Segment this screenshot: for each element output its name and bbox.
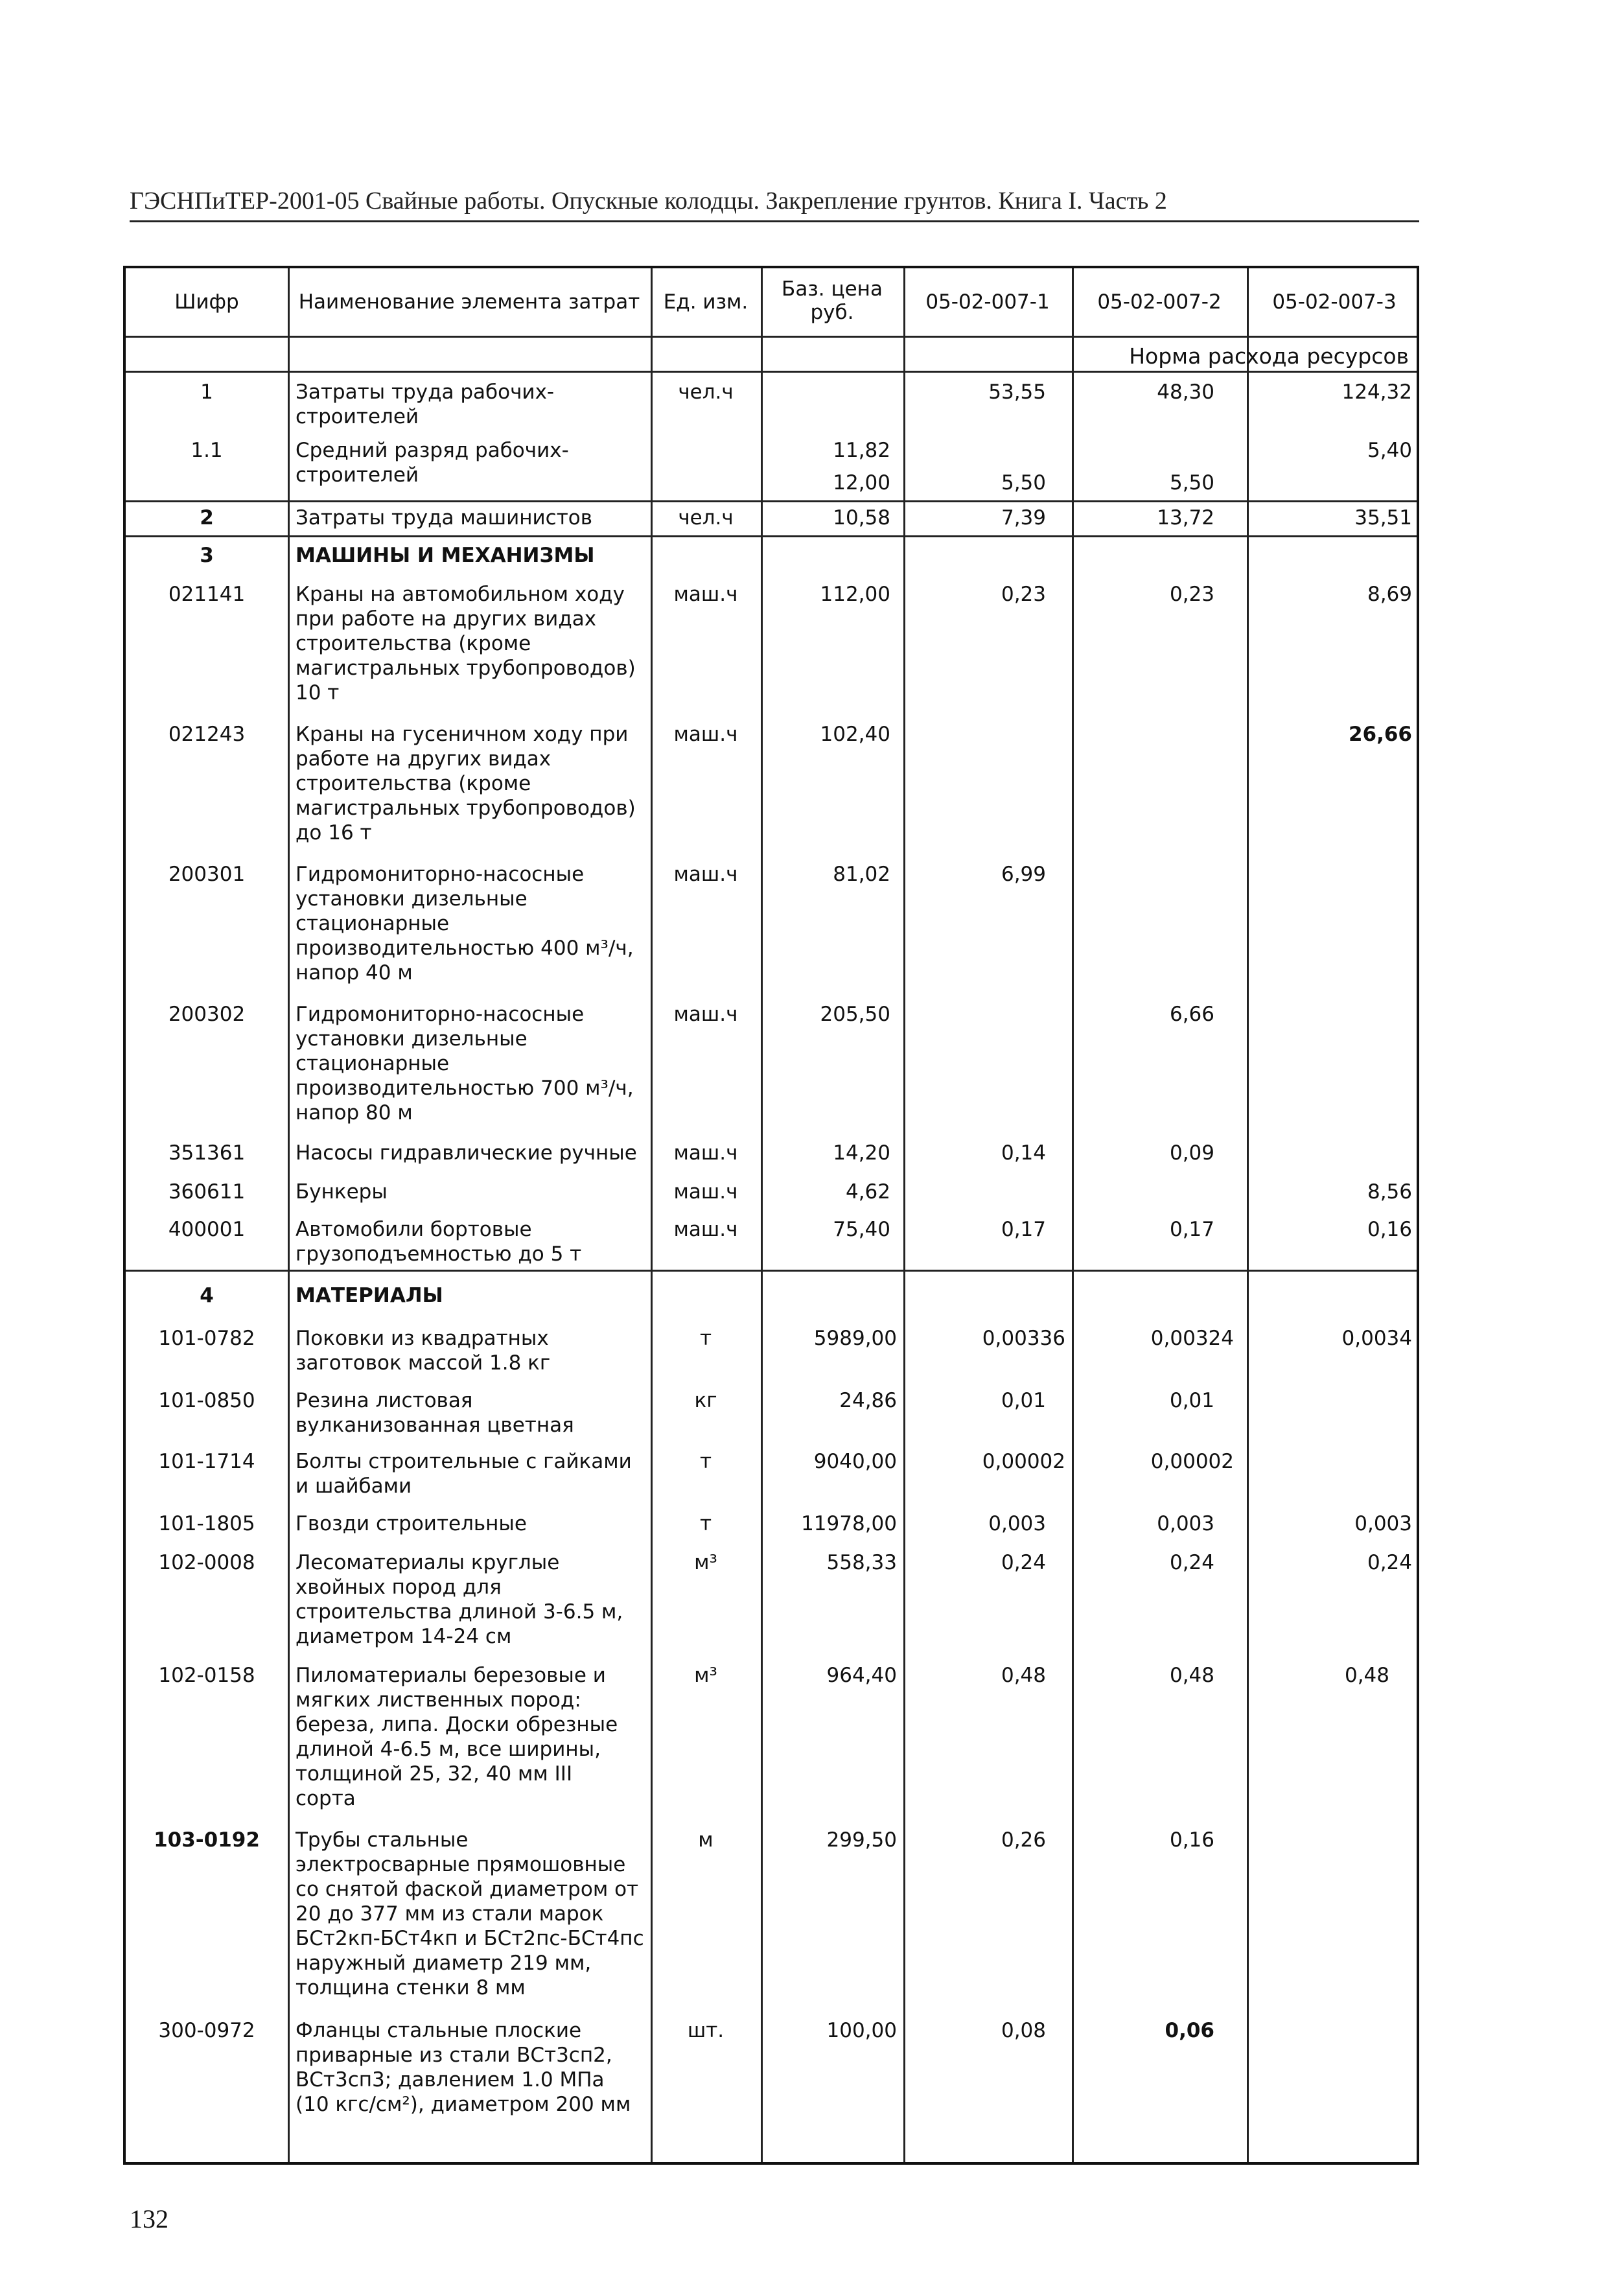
row-unit: маш.ч <box>673 1141 738 1165</box>
row-unit: шт. <box>687 2019 725 2042</box>
row-price: 81,02 <box>833 863 890 886</box>
row-name: Поковки из квадратных заготовок массой 1.8 кг <box>296 1327 551 1375</box>
row-divider <box>126 371 1417 373</box>
column-divider <box>651 268 653 2162</box>
row-code: 200301 <box>168 863 246 886</box>
row-price: 102,40 <box>820 723 890 746</box>
row-price: 14,20 <box>833 1141 890 1165</box>
row-value-3: 0,24 <box>1367 1551 1412 1574</box>
row-value-2: 0,09 <box>1169 1141 1214 1165</box>
row-value-2: 0,23 <box>1169 583 1214 606</box>
row-code: 101-1805 <box>158 1512 255 1535</box>
row-unit: маш.ч <box>673 583 738 606</box>
running-head: ГЭСНПиТЕР-2001-05 Свайные работы. Опускные колодцы. Закрепление грунтов. Книга I. Часть 2 <box>130 187 1419 222</box>
row-unit: чел.ч <box>678 506 734 530</box>
row-price: 9040,00 <box>813 1450 897 1473</box>
row-value-1: 5,50 <box>1001 471 1046 495</box>
header-col2: 05-02-007-2 <box>1097 290 1222 314</box>
row-unit: маш.ч <box>673 863 738 886</box>
column-divider <box>1072 268 1074 2162</box>
row-code: 101-0850 <box>158 1389 255 1412</box>
row-code: 103-0192 <box>154 1828 260 1852</box>
row-value-1: 0,48 <box>1001 1664 1046 1687</box>
row-price: 75,40 <box>833 1218 890 1241</box>
row-price: 24,86 <box>839 1389 897 1412</box>
row-divider <box>126 336 1417 338</box>
row-unit: м³ <box>694 1664 717 1687</box>
row-code: 200302 <box>168 1003 246 1026</box>
row-name: Гвозди строительные <box>296 1512 527 1535</box>
row-value-1: 7,39 <box>1001 506 1046 530</box>
section-title: МАШИНЫ И МЕХАНИЗМЫ <box>296 544 595 567</box>
row-value-1: 0,08 <box>1001 2019 1046 2042</box>
row-code: 102-0008 <box>158 1551 255 1574</box>
row-code: 021141 <box>168 583 246 606</box>
row-unit: т <box>699 1512 712 1535</box>
column-divider <box>903 268 905 2162</box>
row-value-2: 13,72 <box>1157 506 1214 530</box>
row-price: 205,50 <box>820 1003 890 1026</box>
row-value-1: 0,00336 <box>982 1327 1065 1350</box>
header-price: Баз. цена руб. <box>782 277 883 324</box>
row-value-2: 0,17 <box>1169 1218 1214 1241</box>
row-code: 360611 <box>168 1180 246 1204</box>
row-unit: т <box>699 1450 712 1473</box>
row-unit: чел.ч <box>678 380 734 404</box>
row-price: 964,40 <box>826 1664 897 1687</box>
row-price: 4,62 <box>845 1180 890 1204</box>
row-value-2: 6,66 <box>1169 1003 1214 1026</box>
row-value-2: 0,48 <box>1169 1664 1214 1687</box>
row-divider <box>126 535 1417 537</box>
row-value-3: 124,32 <box>1341 380 1412 404</box>
row-unit: маш.ч <box>673 1003 738 1026</box>
row-name: Затраты труда рабочих-строителей <box>296 380 555 428</box>
row-name: Насосы гидравлические ручные <box>296 1141 637 1165</box>
row-price: 100,00 <box>826 2019 897 2042</box>
row-code: 1 <box>200 380 213 404</box>
row-value-2: 0,003 <box>1157 1512 1214 1535</box>
row-value-1: 0,23 <box>1001 583 1046 606</box>
row-unit: кг <box>694 1389 717 1412</box>
row-value-3: 0,0034 <box>1341 1327 1412 1350</box>
row-name: Затраты труда машинистов <box>296 506 593 530</box>
section-code: 4 <box>200 1284 214 1307</box>
row-value-1: 0,01 <box>1001 1389 1046 1412</box>
row-unit: маш.ч <box>673 723 738 746</box>
row-price: 11,82 <box>833 439 890 462</box>
row-value-3: 26,66 <box>1348 723 1412 746</box>
row-value-1: 0,14 <box>1001 1141 1046 1165</box>
norma-label: Норма расхода ресурсов <box>1129 344 1409 369</box>
row-value-2: 0,01 <box>1169 1389 1214 1412</box>
row-unit: маш.ч <box>673 1180 738 1204</box>
row-value-3: 0,16 <box>1367 1218 1412 1241</box>
header-col3: 05-02-007-3 <box>1272 290 1397 314</box>
header-name: Наименование элемента затрат <box>298 290 640 314</box>
row-name: Пиломатериалы березовые и мягких лиственных пород: береза, липа. Доски обрезные длиной 4-6.5 м, все ширины, толщиной 25, 32, 40 мм III сорта <box>296 1664 618 1810</box>
header-unit: Ед. изм. <box>663 290 748 314</box>
row-value-2: 0,24 <box>1169 1551 1214 1574</box>
row-value-3: 35,51 <box>1354 506 1412 530</box>
row-unit: м <box>698 1828 713 1852</box>
row-price: 299,50 <box>826 1828 897 1852</box>
row-price: 12,00 <box>833 471 890 495</box>
page-number: 132 <box>130 2204 168 2233</box>
row-unit: м³ <box>694 1551 717 1574</box>
row-name: Бункеры <box>296 1180 388 1204</box>
column-divider <box>761 268 763 2162</box>
row-unit: т <box>699 1327 712 1350</box>
row-value-3: 0,48 <box>1344 1664 1389 1687</box>
row-unit: маш.ч <box>673 1218 738 1241</box>
row-price: 5989,00 <box>813 1327 897 1350</box>
row-divider <box>126 500 1417 502</box>
row-code: 1.1 <box>191 439 223 462</box>
row-price: 11978,00 <box>801 1512 897 1535</box>
column-divider <box>288 268 290 2162</box>
row-code: 101-0782 <box>158 1327 255 1350</box>
row-name: Средний разряд рабочих-строителей <box>296 439 569 487</box>
row-name: Автомобили бортовые грузоподъемностью до 5 т <box>296 1218 582 1266</box>
row-value-2: 0,00002 <box>1150 1450 1234 1473</box>
row-code: 021243 <box>168 723 246 746</box>
row-value-1: 0,17 <box>1001 1218 1046 1241</box>
row-value-3: 0,003 <box>1354 1512 1412 1535</box>
row-value-1: 6,99 <box>1001 863 1046 886</box>
row-name: Краны на гусеничном ходу при работе на других видах строительства (кроме магистральных трубопроводов) до 16 т <box>296 723 636 845</box>
row-value-1: 53,55 <box>988 380 1046 404</box>
row-price: 558,33 <box>826 1551 897 1574</box>
row-value-2: 0,06 <box>1165 2019 1214 2042</box>
row-code: 2 <box>200 506 214 530</box>
row-code: 300-0972 <box>158 2019 255 2042</box>
section-code: 3 <box>200 544 214 567</box>
row-name: Гидромониторно-насосные установки дизельные стационарные производительностью 400 м³/ч, напор 40 м <box>296 863 634 985</box>
row-divider <box>126 1270 1417 1272</box>
row-name: Трубы стальные электросварные прямошовные со снятой фаской диаметром от 20 до 377 мм из стали марок БСт2кп-БСт4кп и БСт2пс-БСт4пс наружный диаметр 219 мм, толщина стенки 8 мм <box>296 1828 644 1999</box>
row-name: Резина листовая вулканизованная цветная <box>296 1389 574 1437</box>
row-name: Лесоматериалы круглые хвойных пород для строительства длиной 3-6.5 м, диаметром 14-24 см <box>296 1551 623 1648</box>
column-divider <box>1247 268 1249 2162</box>
row-value-3: 5,40 <box>1367 439 1412 462</box>
row-code: 102-0158 <box>158 1664 255 1687</box>
row-name: Гидромониторно-насосные установки дизельные стационарные производительностью 700 м³/ч, напор 80 м <box>296 1003 634 1125</box>
row-value-2: 0,16 <box>1169 1828 1214 1852</box>
row-price: 112,00 <box>820 583 890 606</box>
row-value-1: 0,00002 <box>982 1450 1065 1473</box>
header-code: Шифр <box>174 290 239 314</box>
row-value-2: 0,00324 <box>1150 1327 1234 1350</box>
row-value-2: 5,50 <box>1169 471 1214 495</box>
row-code: 101-1714 <box>158 1450 255 1473</box>
row-value-1: 0,003 <box>988 1512 1046 1535</box>
row-price: 10,58 <box>833 506 890 530</box>
header-col1: 05-02-007-1 <box>925 290 1050 314</box>
row-value-1: 0,26 <box>1001 1828 1046 1852</box>
row-value-3: 8,56 <box>1367 1180 1412 1204</box>
row-name: Краны на автомобильном ходу при работе на других видах строительства (кроме магистральных трубопроводов) 10 т <box>296 583 636 705</box>
row-value-1: 0,24 <box>1001 1551 1046 1574</box>
row-value-2: 48,30 <box>1157 380 1214 404</box>
row-code: 400001 <box>168 1218 246 1241</box>
row-value-3: 8,69 <box>1367 583 1412 606</box>
resource-table <box>123 266 1419 2165</box>
section-title: МАТЕРИАЛЫ <box>296 1284 443 1307</box>
row-name: Болты строительные с гайками и шайбами <box>296 1450 632 1498</box>
row-name: Фланцы стальные плоские приварные из стали ВСт3сп2, ВСт3сп3; давлением 1.0 МПа (10 кгс/см²), диаметром 200 мм <box>296 2019 631 2116</box>
row-code: 351361 <box>168 1141 246 1165</box>
